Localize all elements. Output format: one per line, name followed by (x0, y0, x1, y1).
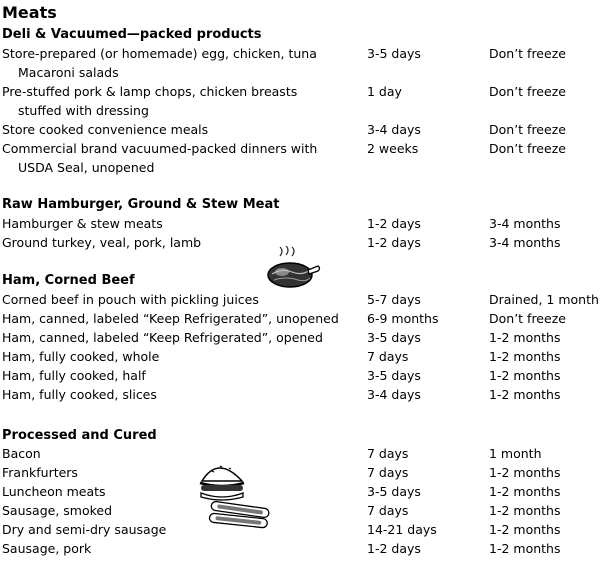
fridge-time: 7 days (367, 446, 409, 461)
fridge-time: 7 days (367, 349, 409, 364)
table-row (0, 541, 600, 560)
fridge-time: 3-5 days (367, 46, 421, 61)
table-row (0, 292, 600, 311)
freezer-time: 1-2 months (489, 349, 561, 364)
fridge-time: 7 days (367, 465, 409, 480)
fridge-time: 3-5 days (367, 368, 421, 383)
fridge-time: 3-4 days (367, 387, 421, 402)
item-name: Ham, fully cooked, half (2, 368, 146, 383)
section-heading-processed: Processed and Cured (2, 428, 157, 443)
item-name: Ham, canned, labeled “Keep Refrigerated”, opened (2, 330, 323, 345)
freezer-time: 1-2 months (489, 465, 561, 480)
freezer-time: 3-4 months (489, 235, 561, 250)
item-name: Corned beef in pouch with pickling juices (2, 292, 259, 307)
table-row (0, 387, 600, 406)
freezer-time: Don’t freeze (489, 122, 566, 137)
item-name: Ham, canned, labeled “Keep Refrigerated”, unopened (2, 311, 339, 326)
section-heading-deli: Deli & Vacuumed—packed products (2, 27, 262, 42)
section-heading-ham: Ham, Corned Beef (2, 273, 135, 288)
table-row (0, 484, 600, 503)
freezer-time: Don’t freeze (489, 46, 566, 61)
fridge-time: 2 weeks (367, 141, 419, 156)
item-name: Frankfurters (2, 465, 78, 480)
freezer-time: 1-2 months (489, 368, 561, 383)
table-row (0, 349, 600, 368)
fridge-time: 3-4 days (367, 122, 421, 137)
item-name: Bacon (2, 446, 41, 461)
item-name: Sausage, smoked (2, 503, 113, 518)
fridge-time: 14-21 days (367, 522, 437, 537)
table-row (0, 330, 600, 349)
table-row (0, 503, 600, 522)
table-row (0, 368, 600, 387)
table-row (0, 522, 600, 541)
item-name: Pre-stuffed pork & lamp chops, chicken breasts (2, 84, 298, 99)
freezer-time: Don’t freeze (489, 141, 566, 156)
table-row (0, 46, 600, 65)
table-row (0, 216, 600, 235)
item-name: Commercial brand vacuumed-packed dinners with (2, 141, 318, 156)
item-continuation: USDA Seal, unopened (18, 160, 155, 175)
item-name: Dry and semi-dry sausage (2, 522, 167, 537)
freezer-time: 1-2 months (489, 541, 561, 556)
fridge-time: 3-5 days (367, 330, 421, 345)
item-name: Luncheon meats (2, 484, 106, 499)
fridge-time: 7 days (367, 503, 409, 518)
table-row (0, 84, 600, 103)
fridge-time: 5-7 days (367, 292, 421, 307)
item-name: Store-prepared (or homemade) egg, chicken, tuna (2, 46, 317, 61)
table-row (0, 141, 600, 160)
freezer-time: 3-4 months (489, 216, 561, 231)
item-name: Ground turkey, veal, pork, lamb (2, 235, 202, 250)
fridge-time: 1 day (367, 84, 402, 99)
freezer-time: 1-2 months (489, 387, 561, 402)
freezer-time: 1 month (489, 446, 542, 461)
roast-ham-icon (264, 246, 322, 290)
freezer-time: Don’t freeze (489, 311, 566, 326)
freezer-time: 1-2 months (489, 503, 561, 518)
page-title: Meats (2, 3, 57, 22)
table-row (0, 311, 600, 330)
item-continuation: stuffed with dressing (18, 103, 149, 118)
item-name: Ham, fully cooked, slices (2, 387, 157, 402)
fridge-time: 6-9 months (367, 311, 439, 326)
fridge-time: 1-2 days (367, 541, 421, 556)
freezer-time: 1-2 months (489, 522, 561, 537)
item-name: Store cooked convenience meals (2, 122, 209, 137)
item-name: Sausage, pork (2, 541, 92, 556)
fridge-time: 1-2 days (367, 235, 421, 250)
table-row (0, 122, 600, 141)
freezer-time: Don’t freeze (489, 84, 566, 99)
item-name: Ham, fully cooked, whole (2, 349, 160, 364)
item-name: Hamburger & stew meats (2, 216, 163, 231)
section-heading-raw: Raw Hamburger, Ground & Stew Meat (2, 197, 280, 212)
fridge-time: 1-2 days (367, 216, 421, 231)
fridge-time: 3-5 days (367, 484, 421, 499)
table-row (0, 465, 600, 484)
item-continuation: Macaroni salads (18, 65, 119, 80)
freezer-time: 1-2 months (489, 484, 561, 499)
table-row (0, 446, 600, 465)
freezer-time: Drained, 1 month (489, 292, 599, 307)
freezer-time: 1-2 months (489, 330, 561, 345)
